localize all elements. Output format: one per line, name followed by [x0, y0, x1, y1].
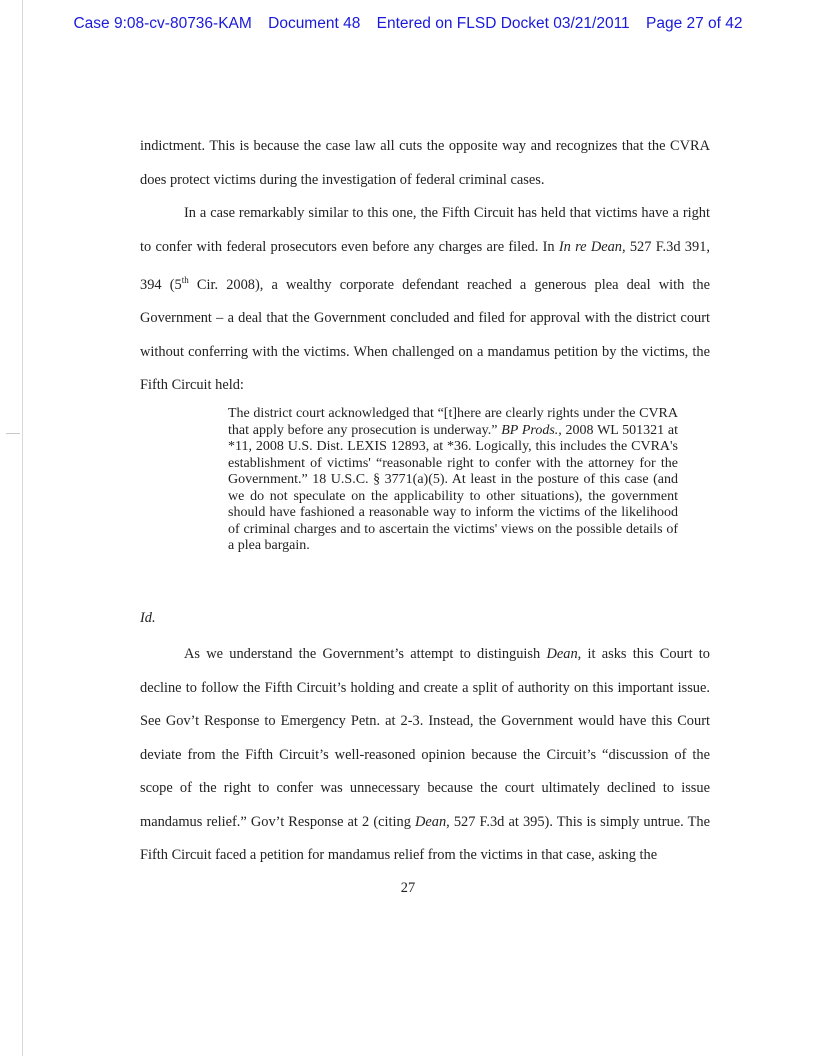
paragraph-dean-intro: In a case remarkably similar to this one, the Fifth Circuit has held that victims have a right to confer with federal prosecutors even before any charges are filed. In In re Dean, 527 F.3d 391, 394 (5th Cir. 2008), a wealthy corporate defendant reached a generous plea deal with the Government – a deal that the Government concluded and filed for approval with the district court without conferring with the victims. When challenged on a mandamus petition by the victims, the Fifth Circuit held: [140, 205, 711, 394]
closing-paragraph-block [140, 638, 710, 873]
superscript-th: th [181, 275, 189, 285]
citation-bp-prods: BP Prods., [501, 422, 562, 438]
header-entered-date: Entered on FLSD Docket 03/21/2011 [376, 15, 630, 32]
left-margin-rule [22, 0, 23, 1056]
block-quotation: The district court acknowledged that “[t]here are clearly rights under the CVRA that apply before any prosecution is underway.” BP Prods., 2008 WL 501321 at *11, 2008 U.S. Dist. LEXIS 12893, at *36. Logically, this includes the CVRA's establishment of victims' “reasonable right to confer with the attorney for the Government.” 18 U.S.C. § 3771(a)(5). At least in the posture of this case (and we do not speculate on the applicability to other situations), the government should have fashioned a reasonable way to inform the victims of the likelihood of criminal charges and to ascertain the victims' views on the possible details of a plea bargain. [228, 406, 678, 553]
case-name-dean-citation: Dean [414, 813, 447, 830]
page-number: 27 [400, 880, 416, 896]
opening-paragraph: indictment. This is because the case law all cuts the opposite way and recognizes that the CVRA does protect victims during the investigation of federal criminal cases. [140, 138, 710, 188]
header-document-number: Document 48 [268, 15, 361, 32]
case-name-in-re-dean: In re Dean [558, 238, 622, 255]
header-page-count: Page 27 of 42 [646, 15, 743, 32]
margin-tick-mark [6, 433, 20, 434]
docket-header [0, 15, 816, 33]
paragraph-government-argument: As we understand the Government’s attempt to distinguish Dean, it asks this Court to decline to follow the Fifth Circuit’s holding and create a split of authority on this important issue. See Gov’t Response to Emergency Petn. at 2-3. Instead, the Government would have this Court deviate from the Fifth Circuit’s well-reasoned opinion because the Circuit’s “discussion of the scope of the right to confer was unnecessary because the court ultimately declined to issue mandamus relief.” Gov’t Response at 2 (citing Dean, 527 F.3d at 395). This is simply untrue. The Fifth Circuit faced a petition for mandamus relief from the victims in that case, asking the [140, 646, 711, 863]
header-case-number: Case 9:08-cv-80736-KAM [73, 15, 252, 32]
opening-paragraph-block [140, 130, 710, 403]
case-name-dean: Dean [546, 646, 578, 662]
id-citation: Id. [140, 610, 156, 626]
